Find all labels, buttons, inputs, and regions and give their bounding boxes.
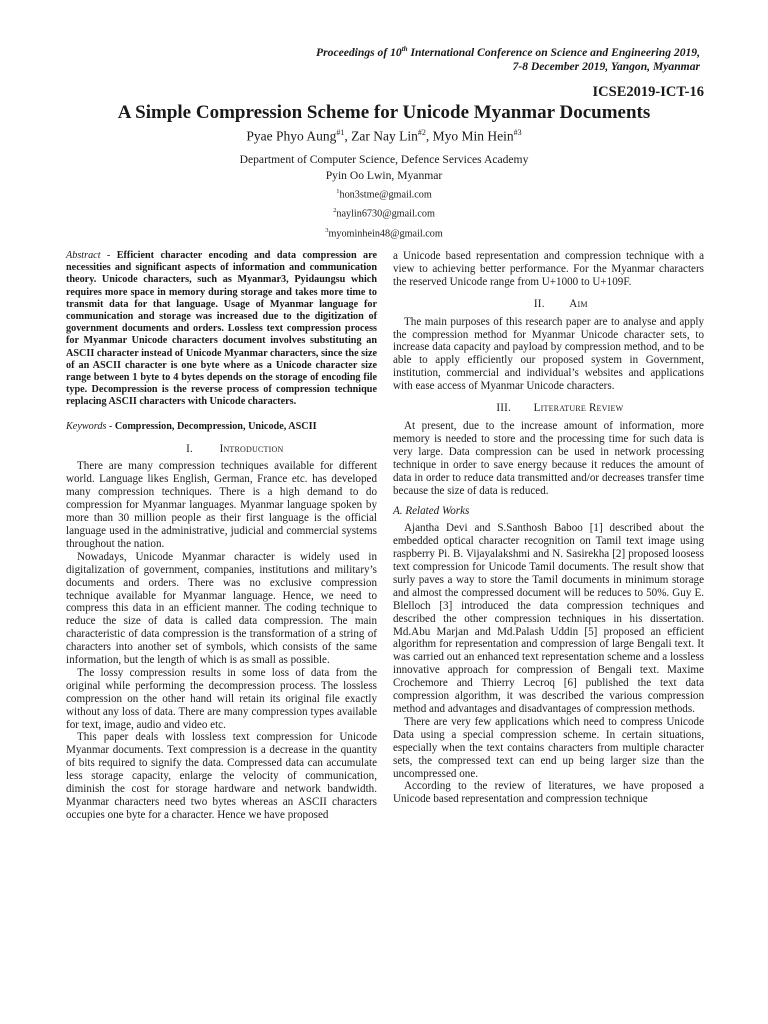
email-sup: 2 [333, 207, 337, 215]
email-address: hon3stme@gmail.com [339, 189, 432, 201]
paragraph: The lossy compression results in some loss of data from the original while performing the decompression process. The lossless compression on the other hand will retain its original file exactly without any loss of data. There are many compression types available for text, image, audio and video etc. [66, 666, 377, 731]
email-sup: 3 [325, 226, 329, 234]
proceedings-header [316, 42, 700, 74]
keywords-text: Compression, Decompression, Unicode, ASCII [114, 420, 317, 432]
section-title: Aim [569, 297, 588, 310]
right-column [393, 250, 704, 806]
proceedings-sup: th [401, 45, 408, 53]
author-sup: #3 [513, 128, 522, 137]
paragraph: The main purposes of this research paper are to analyse and apply the compression method for Myanmar Unicode character sets, to increase data capacity and payload by compression method, and to be able to apply efficiently our proposed system in Government, institution, commercial and individual’s websites and applications with ease access of Myanmar Unicode characters. [393, 315, 704, 393]
affiliation-line1: Department of Computer Science, Defence Services Academy [239, 153, 529, 166]
abstract-text: Efficient character encoding and data compression are necessities and significant aspects of information and communication theory. Unicode characters, such as Myanmar3, Pyidaungsu which requires more space in memory during storage and takes more time to transmit data for that language. Usage of Myanmar language for communication and storage was increased due to the digitization of government documents and orders. Lossless text compression process for Myanmar Unicode characters document involves substituting an ASCII character instead of Unicode Myanmar characters, since the size of an ASCII character is one byte where as a Unicode character size range between 1 byte to 4 bytes depends on the storage of encoding file type. Decompression is the reverse process of compression technique replacing ASCII characters with Unicode characters. [66, 250, 377, 408]
paragraph: According to the review of literatures, we have proposed a Unicode based representation and compression technique [393, 780, 704, 806]
section-number: I. [186, 442, 193, 455]
paragraph: This paper deals with lossless text compression for Unicode Myanmar documents. Text compression is a decrease in the quantity of bits required to signify the data. Compressed data can accumulate less storage capacity, enlarge the velocity of communication, diminish the cost for storage hardware and network bandwidth. Myanmar characters need two bytes whereas an ASCII characters occupies one byte for a character. Hence we have proposed [66, 731, 377, 821]
left-column [66, 250, 377, 822]
section-heading-aim [393, 298, 704, 311]
email-sup: 1 [336, 188, 340, 195]
email-address: myominhein48@gmail.com [328, 228, 443, 240]
proceedings-line1: Proceedings of 10 [316, 45, 402, 59]
proceedings-line2: 7-8 December 2019, Yangon, Myanmar [512, 59, 700, 73]
section-title: Introduction [219, 442, 284, 455]
paragraph: There are many compression techniques available for different world. Language likes English, German, France etc. has developed many compression techniques. There is a high demand to do compression for Myanmar languages. Myanmar language spoken by more than 30 million people as their first language is the official language used in the administrative, judicial and commercial systems throughout the nation. [66, 460, 377, 550]
author-name: Zar Nay Lin [351, 128, 418, 144]
author-list: Pyae Phyo Aung$^{\#1}$, Zar Nay Lin$^{\#2}$, Myo Min Hein$^{\#3}$ [246, 128, 522, 144]
email-3[interactable] [0, 223, 768, 242]
paragraph: a Unicode based representation and compression technique with a view to achieving better performance. For the Myanmar characters the reserved Unicode range from U+1000 to U+109F. [393, 250, 704, 288]
email-address: naylin6730@gmail.com [336, 208, 435, 220]
author-name: Myo Min Hein [432, 128, 514, 144]
proceedings-line1b: International Conference on Science and Engineering 2019, [407, 45, 700, 59]
abstract-label: Abstract [66, 250, 101, 261]
author-sup: #2 [417, 128, 426, 137]
keywords-label: Keywords [66, 420, 107, 432]
section-number: III. [496, 402, 511, 415]
paper-code: ICSE2019-ICT-16 [592, 84, 704, 100]
subsection-heading-related-works: A. Related Works [393, 505, 470, 518]
author-name: Pyae Phyo Aung [246, 128, 337, 144]
paragraph: There are very few applications which need to compress Unicode Data using a special compression scheme. In certain situations, especially when the text contains characters from multiple character sets, the compressed text can end up being larger size than the uncompressed one. [393, 715, 704, 780]
paragraph: Ajantha Devi and S.Santhosh Baboo [1] described about the embedded optical character recognition on Tamil text image using raspberry Pi. B. Vijayalakshmi and N. Sasirekha [2] proposed loosess text compression for Unicode Tamil documents. The result show that surly paves a way to store the Tamil documents in minimum storage and almost the compressed document will be reduces to 50%. Guy E. Blelloch [3] introduced the data compression techniques and described the other compression techniques in his dissertation. Md.Abu Marjan and Md.Palash Uddin [5] proposed an efficient algorithm for representation and compression of large Bengali text. It was carried out an enhanced text representation scheme and a lossless innovative approach for compression of Bengali text. Maxime Crochemore and Thierry Lecroq [6] published the text data compression algorithm, it was described the various compression method and advantages and disadvantages of compression methods. [393, 522, 704, 715]
affiliation-line2: Pyin Oo Lwin, Myanmar [325, 169, 443, 182]
email-1[interactable] [0, 184, 768, 203]
section-number: II. [533, 297, 545, 310]
paper-title: A Simple Compression Scheme for Unicode Myanmar Documents [117, 102, 651, 123]
abstract [66, 250, 377, 409]
email-2[interactable] [0, 203, 768, 222]
paragraph: Nowadays, Unicode Myanmar character is widely used in digitalization of government, companies, institutions and military’s documents and orders. There was no exclusive compression technique available for Myanmar language. Hence, we need to compress this data in an efficient manner. The coding technique to reduce the size of data is called data compression. The main characteristic of data compression is the transformation of a string of characters into another set of symbols, which consists of the same information, but the length of which is as small as possible. [66, 550, 377, 667]
paragraph: At present, due to the increase amount of information, more memory is needed to store and the processing time for such data is very large. Data compression can be used in network processing technique in order to save energy because it reduces the amount of data in order to reduce data transmitted and/or decreases transfer time because the size of data is reduced. [393, 419, 704, 497]
author-sup: #1 [336, 128, 345, 137]
keywords [66, 421, 377, 434]
affiliation [0, 152, 768, 242]
keywords-dash: - [106, 420, 115, 432]
section-heading-literature-review [393, 402, 704, 415]
section-heading-introduction [66, 443, 377, 456]
section-title: Literature Review [533, 402, 624, 415]
abstract-dash: - [100, 250, 117, 261]
